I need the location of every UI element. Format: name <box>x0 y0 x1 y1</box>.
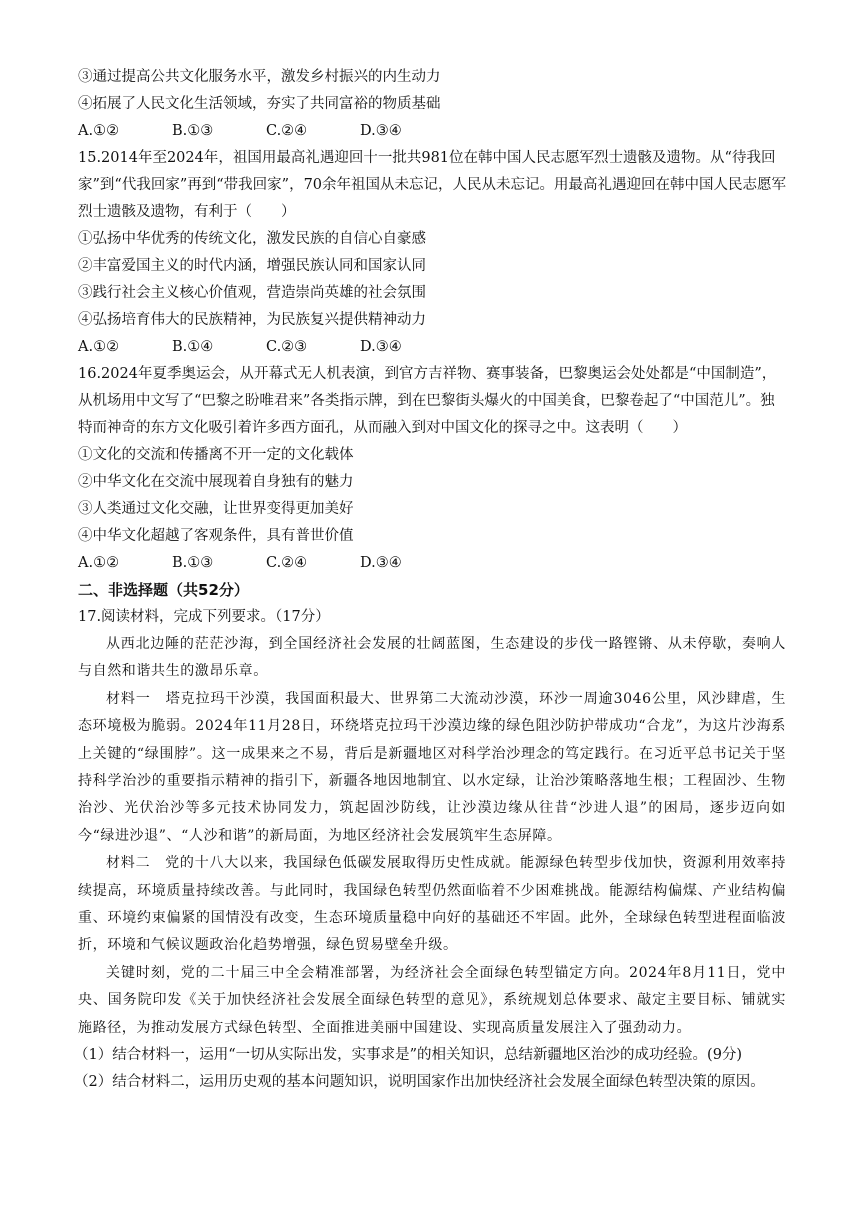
q15-options <box>78 334 786 361</box>
q14-option-a: A.①② <box>78 123 120 139</box>
q14-item-3: ③通过提高公共文化服务水平，激发乡村振兴的内生动力 <box>78 69 441 85</box>
q14-options <box>78 118 786 145</box>
q16-option-a: A.①② <box>78 555 120 571</box>
q16-option-b: B.①③ <box>172 555 214 571</box>
q15-option-c: C.②③ <box>266 339 308 355</box>
q16-option-d: D.③④ <box>360 555 402 571</box>
exam-page <box>74 64 787 1096</box>
q17-material-3: 关键时刻，党的二十届三中全会精准部署，为经济社会全面绿色转型锚定方向。2024年8月11日，党中央、国务院印发《关于加快经济社会发展全面绿色转型的意见》，系统规划总体要求、敲定主要目标、铺就实施路径，为推动发展方式绿色转型、全面推进美丽中国建设、实现高质量发展注入了强劲动力。 <box>78 964 786 1036</box>
q16-options <box>78 550 786 577</box>
section-heading: 二、非选择题（共52分） <box>78 581 249 599</box>
q15-item-4: ④弘扬培育伟大的民族精神，为民族复兴提供精神动力 <box>78 312 426 328</box>
q16-item-3: ③人类通过文化交融，让世界变得更加美好 <box>78 501 354 517</box>
q14-option-d: D.③④ <box>360 123 402 139</box>
q17-sub-question-2: （2）结合材料二，运用历史观的基本问题知识，说明国家作出加快经济社会发展全面绿色转型决策的原因。 <box>74 1074 765 1091</box>
q15-item-2: ②丰富爱国主义的时代内涵，增强民族认同和国家认同 <box>78 258 426 274</box>
q16-stem: 16.2024年夏季奥运会，从开幕式无人机表演，到官方吉祥物、赛事装备，巴黎奥运会处处都是“中国制造”，从机场用中文写了“巴黎之盼唯君来”各类指示牌，到在巴黎街头爆火的中国美食，巴黎卷起了“中国范儿”。独特而神奇的东方文化吸引着许多西方面孔，从而融入到对中国文化的探寻之中。这表明（ ） <box>78 366 777 436</box>
q15-option-d: D.③④ <box>360 339 402 355</box>
q17-sub-question-1: （1）结合材料一，运用“一切从实际出发，实事求是”的相关知识，总结新疆地区治沙的成功经验。(9分) <box>74 1047 743 1064</box>
q17-material-1: 材料一 塔克拉玛干沙漠，我国面积最大、世界第二大流动沙漠，环沙一周逾3046公里，风沙肆虐，生态环境极为脆弱。2024年11月28日，环绕塔克拉玛干沙漠边缘的绿色阻沙防护带成功“合龙”，为这片沙海系上关键的“绿围脖”。这一成果来之不易，背后是新疆地区对科学治沙理念的笃定践行。在习近平总书记关于坚持科学治沙的重要指示精神的指引下，新疆各地因地制宜、以水定绿，让治沙策略落地生根；工程固沙、生物治沙、光伏治沙等多元技术协同发力，筑起固沙防线，让沙漠边缘从往昔“沙进人退”的困局，逐步迈向如今“绿进沙退”、“人沙和谐”的新局面，为地区经济社会发展筑牢生态屏障。 <box>78 690 786 844</box>
q15-option-b: B.①④ <box>172 339 214 355</box>
q14-option-b: B.①③ <box>172 123 214 139</box>
q15-stem: 15.2014年至2024年，祖国用最高礼遇迎回十一批共981位在韩中国人民志愿军烈士遗骸及遗物。从“待我回家”到“代我回家”再到“带我回家”，70余年祖国从未忘记，人民从未忘记。用最高礼遇迎回在韩中国人民志愿军烈士遗骸及遗物，有利于（ ） <box>78 150 787 220</box>
q16-item-4: ④中华文化超越了客观条件，具有普世价值 <box>78 528 354 544</box>
q17-material-2: 材料二 党的十八大以来，我国绿色低碳发展取得历史性成就。能源绿色转型步伐加快，资源利用效率持续提高，环境质量持续改善。与此同时，我国绿色转型仍然面临着不少困难挑战。能源结构偏煤、产业结构偏重、环境约束偏紧的国情没有改变，生态环境质量稳中向好的基础还不牢固。此外，全球绿色转型进程面临波折，环境和气候议题政治化趋势增强，绿色贸易壁垒升级。 <box>78 855 786 954</box>
q15-item-1: ①弘扬中华优秀的传统文化，激发民族的自信心自豪感 <box>78 231 426 247</box>
q16-item-2: ②中华文化在交流中展现着自身独有的魅力 <box>78 474 354 490</box>
q16-option-c: C.②④ <box>266 555 308 571</box>
q15-option-a: A.①② <box>78 339 120 355</box>
q17-intro: 从西北边陲的茫茫沙海，到全国经济社会发展的壮阔蓝图，生态建设的步伐一路铿锵、从未停歇，奏响人与自然和谐共生的激昂乐章。 <box>78 636 786 680</box>
q14-option-c: C.②④ <box>266 123 308 139</box>
q15-item-3: ③践行社会主义核心价值观，营造崇尚英雄的社会氛围 <box>78 285 426 301</box>
q16-item-1: ①文化的交流和传播离不开一定的文化载体 <box>78 447 354 463</box>
q17-stem: 17.阅读材料，完成下列要求。（17分） <box>78 609 330 625</box>
q14-item-4: ④拓展了人民文化生活领域，夯实了共同富裕的物质基础 <box>78 96 441 112</box>
